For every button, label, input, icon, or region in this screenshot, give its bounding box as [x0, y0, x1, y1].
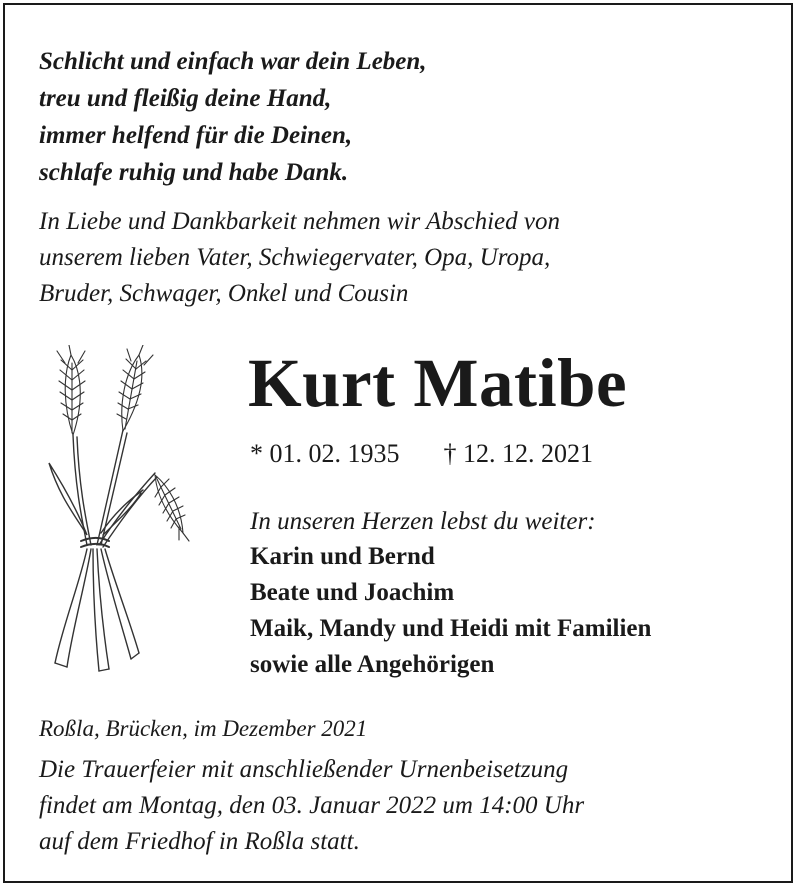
mourner-entry: sowie alle Angehörigen — [250, 651, 495, 678]
poem-line: treu und fleißig deine Hand, — [39, 85, 332, 112]
funeral-line: auf dem Friedhof in Roßla statt. — [39, 828, 360, 855]
intro-line: Bruder, Schwager, Onkel und Cousin — [39, 280, 409, 307]
intro-line: In Liebe und Dankbarkeit nehmen wir Abschied von — [39, 208, 560, 235]
death-date: † 12. 12. 2021 — [443, 439, 593, 468]
mourner-entry: Maik, Mandy und Heidi mit Familien — [250, 615, 652, 642]
birth-date: * 01. 02. 1935 — [250, 439, 400, 468]
poem-line: Schlicht und einfach war dein Leben, — [39, 48, 427, 75]
memorial-poem — [39, 43, 427, 191]
poem-line: schlafe ruhig und habe Dank. — [39, 159, 349, 186]
obituary-notice — [3, 3, 793, 883]
mourners-list — [250, 539, 651, 683]
place-and-date: Roßla, Brücken, im Dezember 2021 — [39, 716, 368, 741]
mourner-entry: Beate und Joachim — [250, 579, 455, 606]
mourner-entry: Karin und Bernd — [250, 543, 435, 570]
intro-line: unserem lieben Vater, Schwiegervater, Opa, Uropa, — [39, 244, 551, 271]
funeral-line: findet am Montag, den 03. Januar 2022 um 14:00 Uhr — [39, 792, 585, 819]
wheat-sheaf-icon — [43, 345, 193, 680]
life-dates — [250, 437, 593, 471]
remembrance-line: In unseren Herzen lebst du weiter: — [250, 508, 596, 535]
poem-line: immer helfend für die Deinen, — [39, 122, 353, 149]
funeral-line: Die Trauerfeier mit anschließender Urnenbeisetzung — [39, 756, 569, 783]
deceased-name: Kurt Matibe — [248, 345, 628, 421]
funeral-details — [39, 752, 584, 860]
farewell-intro — [39, 204, 560, 312]
